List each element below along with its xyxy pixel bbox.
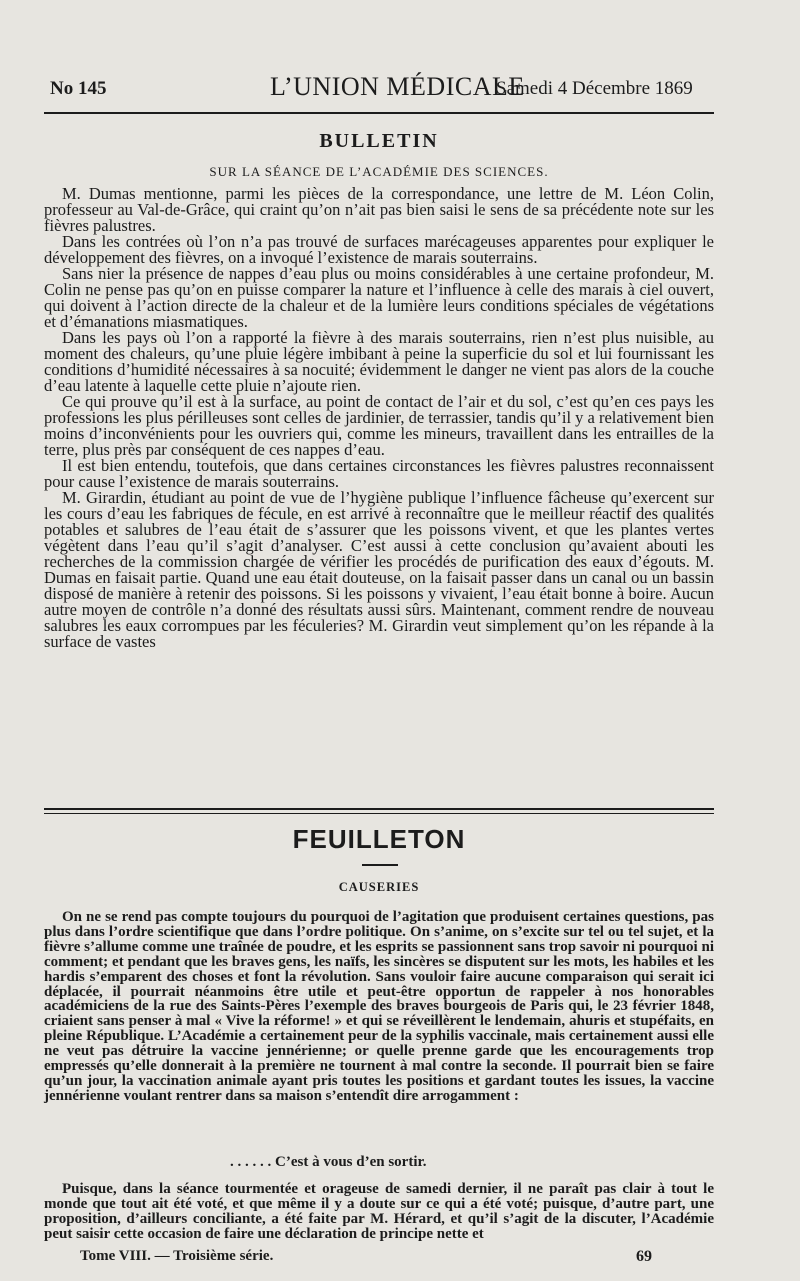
feuilleton-title: FEUILLETON	[292, 824, 466, 854]
paragraph: Il est bien entendu, toutefois, que dans certaines circonstances les fièvres palustres reconnaissent pour cause l’existence de marais souterrains.	[44, 456, 714, 491]
paragraph: Dans les pays où l’on a rapporté la fièvre à des marais souterrains, rien n’est plus nuisible, au moment des chaleurs, qu’une pluie légère imbibant à peine la superficie du sol et lui fournissant les conditions d’humidité nécessaires à sa nocuité; évidemment le danger ne vient pas alors de la couche d’eau latente à laquelle cette pluie n’ajoute rien.	[44, 328, 714, 395]
issue-date: Samedi 4 Décembre 1869	[496, 78, 693, 99]
header-rule	[44, 112, 714, 114]
paragraph: M. Dumas mentionne, parmi les pièces de la correspondance, une lettre de M. Léon Colin, professeur au Val-de-Grâce, qui craint qu’on n’ait pas bien saisi le sens de sa précédente note sur les fièvres palustres.	[44, 184, 714, 235]
feuilleton-body-continued	[44, 1182, 714, 1242]
paragraph: Puisque, dans la séance tourmentée et orageuse de samedi dernier, il ne paraît pas clair à tout le monde que tout ait été voté, et que même il y a doute sur ce qui a été voté; puisque, d’autre part, une proposition, d’ailleurs conciliante, a été faite par M. Hérard, et qu’il s’agit de la discuter, l’Académie peut saisir cette occasion de faire une déclaration de principe nette et	[44, 1181, 714, 1242]
volume-footer: Tome VIII. — Troisième série.	[80, 1248, 274, 1264]
page-header	[44, 72, 714, 106]
section-divider	[44, 808, 714, 814]
paragraph: Ce qui prouve qu’il est à la surface, au point de contact de l’air et du sol, c’est qu’en ces pays les professions les plus périlleuses sont celles de jardinier, de terrassier, tandis qu’il y a relativement bien moins d’inconvénients pour les ouvriers qui, comme les mineurs, travaillent dans les entrailles de la terre, plus près par conséquent de ces nappes d’eau.	[44, 392, 714, 459]
bulletin-subtitle: SUR LA SÉANCE DE L’ACADÉMIE DES SCIENCES.	[209, 164, 549, 179]
paragraph: Dans les contrées où l’on n’a pas trouvé de surfaces marécageuses apparentes pour expliquer le développement des fièvres, on a invoqué l’existence de marais souterrains.	[44, 232, 714, 267]
bulletin-title: BULLETIN	[319, 130, 439, 152]
feuilleton-body	[44, 910, 714, 1104]
bulletin-body	[44, 186, 714, 650]
feuilleton-title-rule	[362, 864, 398, 866]
issue-number: No 145	[50, 78, 107, 99]
paragraph: M. Girardin, étudiant au point de vue de l’hygiène publique l’influence fâcheuse qu’exercent sur les cours d’eau les fabriques de fécule, en est arrivé à reconnaître que le meilleur réactif des qualités potables et salubres de l’eau était de s’assurer que les poissons vivent, et que les plantes vertes végètent dans l’eau qu’il s’agit d’analyser. C’est aussi à cette conclusion qu’avaient abouti les recherches de la commission chargée de vérifier les procédés de purification des eaux d’égouts. M. Dumas en faisait partie. Quand une eau était douteuse, on la faisait passer dans un canal ou un bassin disposé de manière à retenir des poissons. Si les poissons y vivaient, l’eau était bonne à boire. Aucun autre moyen de contrôle n’a donné des résultats aussi sûrs. Maintenant, comment rendre de nouveau salubres les eaux corrompues par les féculeries? M. Girardin veut simplement qu’on les répande à la surface de vastes	[44, 488, 714, 651]
journal-title: L’UNION MÉDICALE	[270, 72, 525, 101]
feuilleton-quote: . . . . . . C’est à vous d’en sortir.	[230, 1154, 427, 1170]
feuilleton-subtitle: CAUSERIES	[338, 880, 420, 894]
paragraph: On ne se rend pas compte toujours du pourquoi de l’agitation que produisent certaines questions, pas plus dans l’ordre scientifique que dans l’ordre politique. On s’anime, on s’excite sur tel ou tel sujet, et la fièvre s’allume comme une traînée de poudre, et les esprits se passionnent sans trop savoir ni pourquoi ni comment; et pendant que les braves gens, les naïfs, les sincères se disputent sur les mots, les habiles et les hardis s’emparent des choses et font la révolution. Sans vouloir faire aucune comparaison qui serait ici déplacée, il pourrait néanmoins être utile et peut-être opportun de rappeler à nos honorables académiciens de la rue des Saints-Pères l’exemple des braves bourgeois de Paris qui, le 23 février 1848, criaient sans penser à mal « Vive la réforme! » et qui se réveillèrent le lendemain, ahuris et stupéfaits, en pleine République. L’Académie a certainement peur de la syphilis vaccinale, mais certainement aussi elle ne veut pas détruire la vaccine jennérienne; or quelle prenne garde que les encouragements trop empressés qu’elle donnerait à la première ne tournent à mal contre la seconde. Il pourrait bien se faire qu’un jour, la vaccination animale ayant pris toutes les positions et gardant toutes les issues, la vaccine jennérienne voulant rentrer dans sa maison s’entendît dire arrogamment :	[44, 909, 714, 1104]
paragraph: Sans nier la présence de nappes d’eau plus ou moins considérables à une certaine profondeur, M. Colin ne pense pas qu’on en puisse comparer la nature et l’influence à celle des marais à ciel ouvert, qui doivent à l’action directe de la chaleur et de la lumière leurs conditions spéciales de végétations et d’émanations miasmatiques.	[44, 264, 714, 331]
page-number: 69	[636, 1248, 652, 1265]
